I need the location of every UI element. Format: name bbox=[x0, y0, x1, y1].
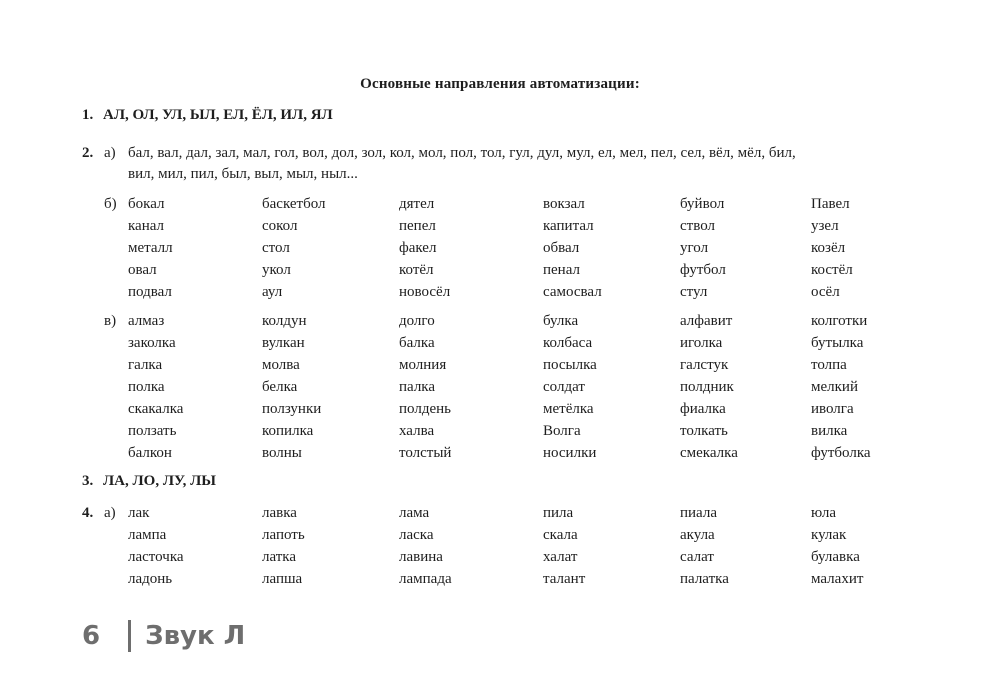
word-item: иволга bbox=[811, 401, 854, 417]
word-item: новосёл bbox=[399, 284, 451, 300]
word-item: пиала bbox=[680, 505, 717, 521]
section-4a-label: а) bbox=[104, 505, 116, 521]
word-item: халва bbox=[399, 423, 435, 439]
word-item: дятел bbox=[399, 196, 435, 212]
word-item: Павел bbox=[811, 196, 850, 212]
word-item: аул bbox=[262, 284, 283, 300]
word-item: лампада bbox=[399, 571, 452, 587]
word-item: канал bbox=[128, 218, 165, 234]
word-item: костёл bbox=[811, 262, 853, 278]
word-item: ползунки bbox=[262, 401, 322, 417]
word-item: ласточка bbox=[128, 549, 184, 565]
word-item: колдун bbox=[262, 313, 307, 329]
word-item: молния bbox=[399, 357, 447, 373]
word-item: балкон bbox=[128, 445, 172, 461]
word-item: Волга bbox=[543, 423, 581, 439]
word-item: узел bbox=[811, 218, 839, 234]
section-2c-word-grid bbox=[128, 310, 911, 464]
word-item: стол bbox=[262, 240, 290, 256]
word-item: палка bbox=[399, 379, 436, 395]
word-item: пила bbox=[543, 505, 574, 521]
word-item: бокал bbox=[128, 196, 165, 212]
word-item: металл bbox=[128, 240, 173, 256]
word-item: лама bbox=[399, 505, 430, 521]
word-item: полдник bbox=[680, 379, 734, 395]
word-item: фиалка bbox=[680, 401, 726, 417]
word-item: факел bbox=[399, 240, 437, 256]
word-item: ладонь bbox=[128, 571, 173, 587]
word-item: алмаз bbox=[128, 313, 165, 329]
page-footer bbox=[82, 618, 245, 654]
word-item: лавина bbox=[399, 549, 443, 565]
word-item: скакалка bbox=[128, 401, 184, 417]
word-item: толпа bbox=[811, 357, 847, 373]
word-item: угол bbox=[680, 240, 709, 256]
word-item: латка bbox=[262, 549, 297, 565]
word-item: самосвал bbox=[543, 284, 602, 300]
section-2a-line-1: бал, вал, дал, зал, мал, гол, вол, дол, зол, кол, мол, пол, тол, гул, дул, мул, ел, мел, пел, сел, вёл, мёл, бил, bbox=[128, 145, 796, 161]
word-item: подвал bbox=[128, 284, 172, 300]
word-item: лак bbox=[128, 505, 150, 521]
word-item: галка bbox=[128, 357, 163, 373]
word-item: укол bbox=[262, 262, 291, 278]
word-item: балка bbox=[399, 335, 435, 351]
word-item: обвал bbox=[543, 240, 580, 256]
word-item: кулак bbox=[811, 527, 847, 543]
section-1 bbox=[82, 104, 333, 126]
word-item: халат bbox=[543, 549, 578, 565]
word-item: палатка bbox=[680, 571, 729, 587]
section-2a-label: а) bbox=[104, 145, 116, 161]
word-item: белка bbox=[262, 379, 298, 395]
word-item: колготки bbox=[811, 313, 868, 329]
word-item: толкать bbox=[680, 423, 728, 439]
word-item: полка bbox=[128, 379, 165, 395]
word-item: юла bbox=[811, 505, 836, 521]
word-item: бутылка bbox=[811, 335, 864, 351]
section-2b-label: б) bbox=[104, 196, 117, 212]
word-item: копилка bbox=[262, 423, 314, 439]
section-2b-word-grid bbox=[128, 193, 911, 303]
word-item: солдат bbox=[543, 379, 585, 395]
word-item: мелкий bbox=[811, 379, 858, 395]
word-item: скала bbox=[543, 527, 578, 543]
word-item: алфавит bbox=[680, 313, 733, 329]
section-1-heading: АЛ, ОЛ, УЛ, ЫЛ, ЕЛ, ЁЛ, ИЛ, ЯЛ bbox=[103, 107, 333, 123]
section-2c-label: в) bbox=[104, 313, 117, 329]
page-number: 6 bbox=[82, 621, 101, 651]
word-item: вокзал bbox=[543, 196, 585, 212]
word-item: колбаса bbox=[543, 335, 593, 351]
word-item: метёлка bbox=[543, 401, 594, 417]
word-item: смекалка bbox=[680, 445, 738, 461]
word-item: баскетбол bbox=[262, 196, 326, 212]
word-item: булавка bbox=[811, 549, 860, 565]
word-item: вулкан bbox=[262, 335, 305, 351]
word-item: заколка bbox=[128, 335, 176, 351]
word-item: лампа bbox=[128, 527, 167, 543]
word-item: пенал bbox=[543, 262, 580, 278]
word-item: лавка bbox=[262, 505, 297, 521]
word-item: талант bbox=[543, 571, 586, 587]
section-2a-line-2: вил, мил, пил, был, выл, мыл, ныл... bbox=[128, 166, 358, 182]
word-item: малахит bbox=[811, 571, 864, 587]
word-item: носилки bbox=[543, 445, 597, 461]
word-item: лапоть bbox=[262, 527, 305, 543]
word-item: стул bbox=[680, 284, 708, 300]
word-item: ствол bbox=[680, 218, 715, 234]
word-item: футбол bbox=[680, 262, 726, 278]
section-3 bbox=[82, 470, 216, 492]
word-item: толстый bbox=[399, 445, 452, 461]
section-2-number: 2. bbox=[82, 145, 94, 161]
word-item: ползать bbox=[128, 423, 177, 439]
word-item: капитал bbox=[543, 218, 594, 234]
section-4a-word-grid bbox=[128, 502, 911, 590]
word-item: иголка bbox=[680, 335, 723, 351]
word-item: акула bbox=[680, 527, 715, 543]
word-item: пепел bbox=[399, 218, 436, 234]
word-item: долго bbox=[399, 313, 435, 329]
word-item: волны bbox=[262, 445, 302, 461]
word-item: вилка bbox=[811, 423, 848, 439]
word-item: сокол bbox=[262, 218, 298, 234]
word-item: котёл bbox=[399, 262, 434, 278]
word-item: ласка bbox=[399, 527, 434, 543]
word-item: буйвол bbox=[680, 196, 725, 212]
word-item: футболка bbox=[811, 445, 871, 461]
page-title: Основные направления автоматизации: bbox=[360, 76, 640, 92]
chapter-title: Звук Л bbox=[145, 621, 246, 651]
word-item: посылка bbox=[543, 357, 597, 373]
section-3-heading: ЛА, ЛО, ЛУ, ЛЫ bbox=[103, 473, 216, 489]
section-3-number: 3. bbox=[82, 473, 94, 489]
word-item: полдень bbox=[399, 401, 451, 417]
word-item: осёл bbox=[811, 284, 840, 300]
word-item: галстук bbox=[680, 357, 729, 373]
section-1-number: 1. bbox=[82, 107, 94, 123]
word-item: лапша bbox=[262, 571, 303, 587]
word-item: салат bbox=[680, 549, 714, 565]
footer-divider bbox=[128, 620, 131, 652]
word-item: булка bbox=[543, 313, 579, 329]
word-item: козёл bbox=[811, 240, 846, 256]
section-4-number: 4. bbox=[82, 505, 94, 521]
word-item: овал bbox=[128, 262, 157, 278]
word-item: молва bbox=[262, 357, 300, 373]
